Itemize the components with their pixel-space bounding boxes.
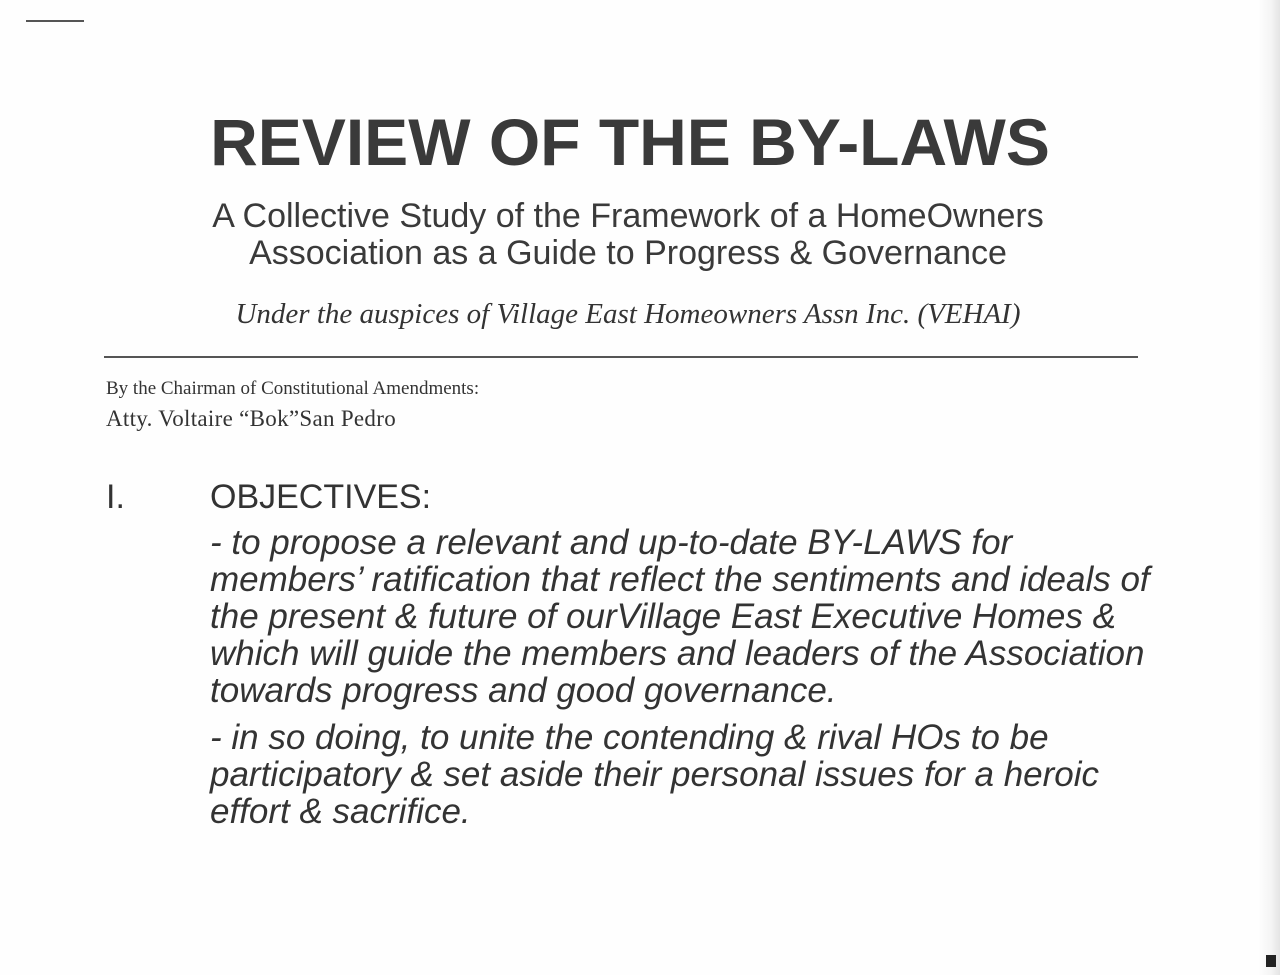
section-heading (106, 474, 1166, 520)
horizontal-divider (104, 356, 1138, 358)
auspices-line: Under the auspices of Village East Homeowners Assn Inc. (VEHAI) (235, 298, 1021, 330)
objective-item-2: - in so doing, to unite the contending & rival HOs to be participatory & set aside their personal issues for a heroic effort & sacrifice. (210, 718, 1100, 831)
scan-corner-mark (26, 20, 84, 22)
section-number: I. (106, 478, 125, 516)
byline-author: Atty. Voltaire “Bok”San Pedro (106, 406, 396, 431)
scan-edge-mark (1266, 955, 1276, 967)
subtitle-line-2: Association as a Guide to Progress & Governance (249, 234, 1007, 272)
objective-item-1: - to propose a relevant and up-to-date BY-LAWS for members’ ratification that reflect the sentiments and ideals of the present & future of ourVillage East Executive Homes & which will guide the members and leaders of the Association towards progress and good governance. (210, 523, 1150, 710)
section-title: OBJECTIVES: (210, 478, 432, 516)
scan-page-edge (1258, 0, 1280, 975)
subtitle-line-1: A Collective Study of the Framework of a HomeOwners (212, 197, 1044, 235)
document-subtitle (0, 198, 1256, 272)
document-title: REVIEW OF THE BY-LAWS (210, 105, 1050, 179)
byline-role: By the Chairman of Constitutional Amendments: (106, 378, 480, 399)
byline (106, 376, 479, 436)
objectives-section (106, 474, 1166, 830)
